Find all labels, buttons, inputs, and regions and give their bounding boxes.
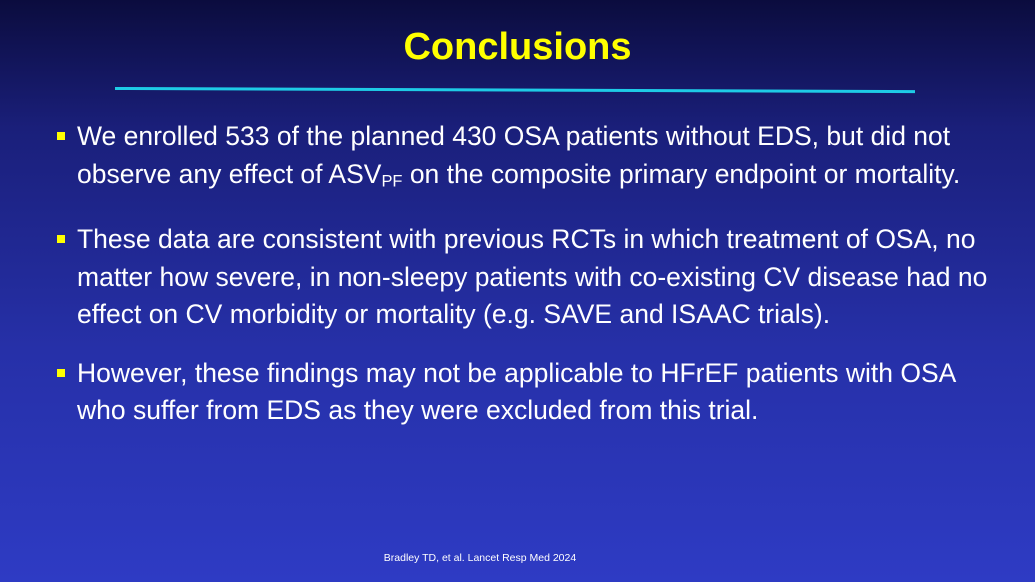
bullet-item-2 (0, 221, 1035, 334)
bullet-item-3 (0, 355, 1035, 430)
square-bullet-icon (57, 132, 65, 140)
bullet-list (0, 118, 1035, 451)
square-bullet-icon (57, 235, 65, 243)
bullet-2-text: These data are consistent with previous RCTs in which treatment of OSA, no matter how severe, in non-sleepy patients with co-existing CV disease had no effect on CV morbidity or mortality (e.g. SAVE and ISAAC trials). (77, 224, 988, 330)
slide-title: Conclusions (403, 26, 632, 68)
citation: Bradley TD, et al. Lancet Resp Med 2024 (383, 552, 577, 564)
square-bullet-icon (57, 369, 65, 377)
title-underline (115, 87, 915, 93)
bullet-1-text-start: We enrolled 533 of the planned 430 OSA patients without EDS, but did not observe any effect of ASV (77, 121, 951, 189)
bullet-1-text-end: on the composite primary endpoint or mortality. (402, 158, 961, 189)
bullet-item-1 (0, 118, 1035, 200)
bullet-1-subscript: PF (381, 171, 403, 190)
bullet-3-text: However, these findings may not be applicable to HFrEF patients with OSA who suffer from EDS as they were excluded from this trial. (77, 357, 955, 426)
